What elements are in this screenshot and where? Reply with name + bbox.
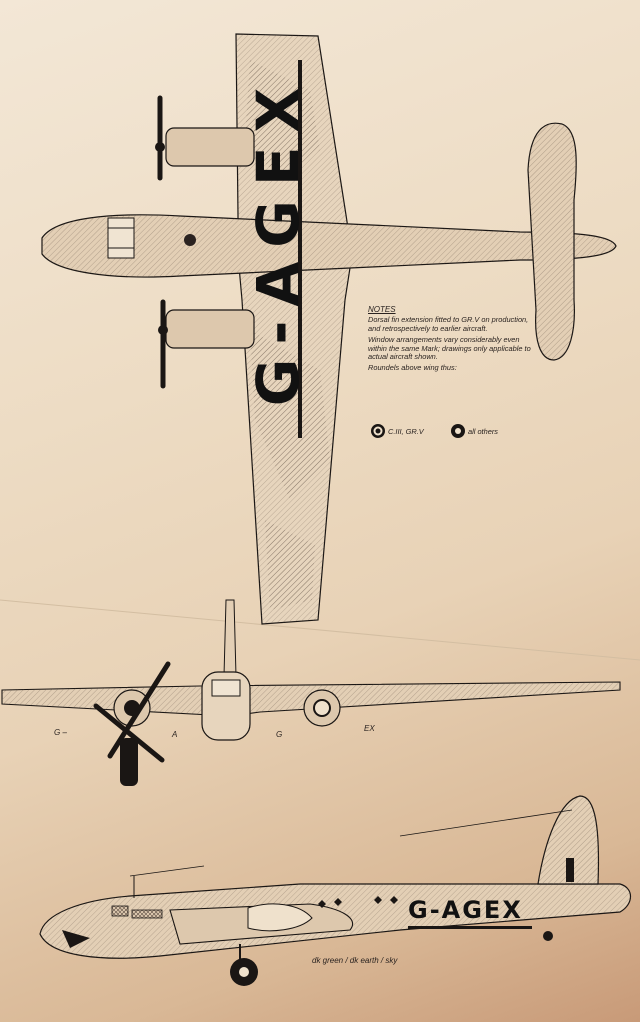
- fin-flash-icon: [566, 858, 574, 882]
- side-view-registration: G-AGEX: [408, 896, 523, 924]
- notes-paragraph: Window arrangements vary considerably even within the same Mark; drawings only applicable to actual aircraft shown.: [368, 335, 531, 362]
- front-label-ex: EX: [364, 724, 375, 733]
- propeller-icon: [155, 98, 165, 178]
- notes-paragraph: Dorsal fin extension fitted to GR.V on production, and retrospectively to earlier aircraft.: [368, 315, 529, 333]
- front-label-a: A: [172, 730, 178, 739]
- notes-title: NOTES: [368, 305, 396, 314]
- colour-scheme-caption: dk green / dk earth / sky: [312, 956, 398, 965]
- front-label-g: G –: [54, 728, 67, 737]
- engine-nacelle-upper: [166, 128, 254, 166]
- front-label-g2: G: [276, 730, 283, 739]
- cockpit-glazing: [108, 218, 134, 258]
- roundel-label-c3-gr5: C.III, GR.V: [388, 427, 424, 436]
- top-view-registration: G-AGEX: [244, 73, 312, 407]
- front-view: [2, 600, 620, 786]
- engine-nacelle-lower: [166, 310, 254, 348]
- roundel-label-others: all others: [468, 427, 498, 436]
- tail-wheel: [543, 931, 553, 941]
- notes-panel: [368, 306, 538, 376]
- notes-paragraph: Roundels above wing thus:: [368, 363, 457, 373]
- roundel-legend: [368, 424, 538, 438]
